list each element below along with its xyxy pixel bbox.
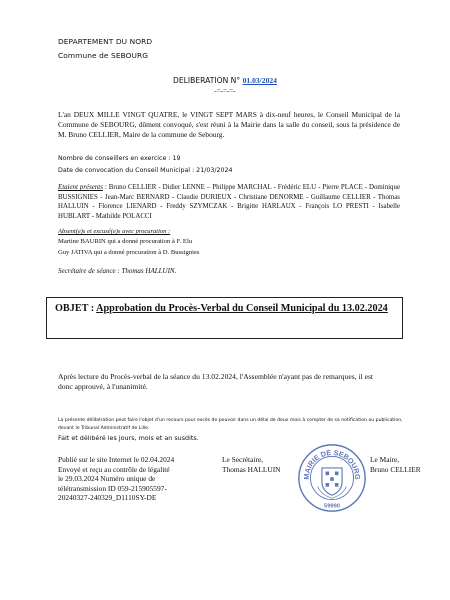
secretaire-seance: Secrétaire de séance : Thomas HALLUIN. [58, 267, 177, 275]
intro-paragraph: L'an DEUX MILLE VINGT QUATRE, le VINGT SEPT MARS à dix-neuf heures, le Conseil Municipal de la Commune de SEBOURG, dûment convoqué, s'est réuni à la Mairie dans la salle du conseil, sous la présidence de M. Bruno CELLIER, Maire de la commune de Sebourg. [58, 110, 400, 140]
date-convocation: Date de convocation du Conseil Municipal : 21/03/2024 [58, 167, 233, 174]
publication-line: 20240327-240329_D1110SY-DE [58, 493, 157, 503]
commune-header: Commune de SEBOURG [58, 51, 149, 60]
publication-info [58, 455, 223, 503]
objet-label: OBJET : [55, 303, 97, 314]
objet-title: Approbation du Procès-Verbal du Conseil Municipal du 13.02.2024 [96, 303, 388, 314]
absents-label: Absent(e)s et excusé(e)s avec procuration : [58, 228, 171, 235]
coat-of-arms-icon [318, 468, 347, 498]
recours-notice: La présente délibération peut faire l'objet d'un recours pour excès de pouvoir dans un délai de deux mois à compter de sa notification ou publication, devant le Tribunal Administratif de Lille. [58, 418, 403, 431]
publication-line: le 29.03.2024 Numéro unique de [58, 474, 156, 484]
procuration-2: Guy JATIVA qui a donné procuration à D. Bussignies [58, 249, 200, 256]
body-paragraph: Après lecture du Procès-verbal de la séance du 13.02.2024, l'Assemblée n'ayant pas de remarques, il est donc approuvé, à l'unanimité. [58, 372, 374, 392]
deliberation-title [0, 76, 450, 85]
presents-list: : Bruno CELLIER - Didier LENNE – Philippe MARCHAL - Frédéric ELU - Pierre PLACE - Dominique BUSSIGNIES - Jean-Marc BERNARD - Claudie DURIEUX - Christiane DENORME - Guillaume CELLIER - Thomas HALLUIN - Florence LIENARD - Freddy SZYMCZAK - Brigitte HARLAUX - François LO PRESTI - Isabelle HUBLART - Mathilde POLACCI [58, 184, 400, 220]
deliberation-number: 01.03/2024 [242, 76, 277, 85]
maire-signature [370, 455, 445, 474]
publication-line: Envoyé et reçu au contrôle de légalité [58, 464, 170, 474]
stamp-code: 59990 [324, 503, 340, 510]
objet-heading [55, 303, 395, 316]
publication-line: Publié sur le site Internet le 02.04.2024 [58, 455, 175, 464]
maire-name: Bruno CELLIER [370, 464, 421, 474]
department-header: DEPARTEMENT DU NORD [58, 37, 153, 46]
presents-label: Etaient présents [58, 184, 103, 191]
stamp-text: MAIRIE DE SEBOURG [301, 447, 363, 480]
fait-delibere: Fait et délibéré les jours, mois et an susdits. [58, 434, 199, 442]
secretaire-name: Thomas HALLUIN [222, 464, 281, 474]
presents-paragraph [58, 183, 400, 221]
deliberation-label: DELIBERATION N° [173, 76, 243, 85]
secretaire-title: Le Secrétaire, [222, 455, 264, 464]
deliberation-separator: -=-=-=- [214, 87, 236, 95]
maire-title: Le Maire, [370, 455, 400, 464]
nb-conseillers: Nombre de conseillers en exercice : 19 [58, 155, 181, 162]
procuration-1: Martine BAURIN qui a donné procuration à F. Elu [58, 238, 193, 245]
publication-line: télétransmission ID 059-215905597- [58, 483, 167, 493]
mairie-stamp [296, 442, 368, 514]
